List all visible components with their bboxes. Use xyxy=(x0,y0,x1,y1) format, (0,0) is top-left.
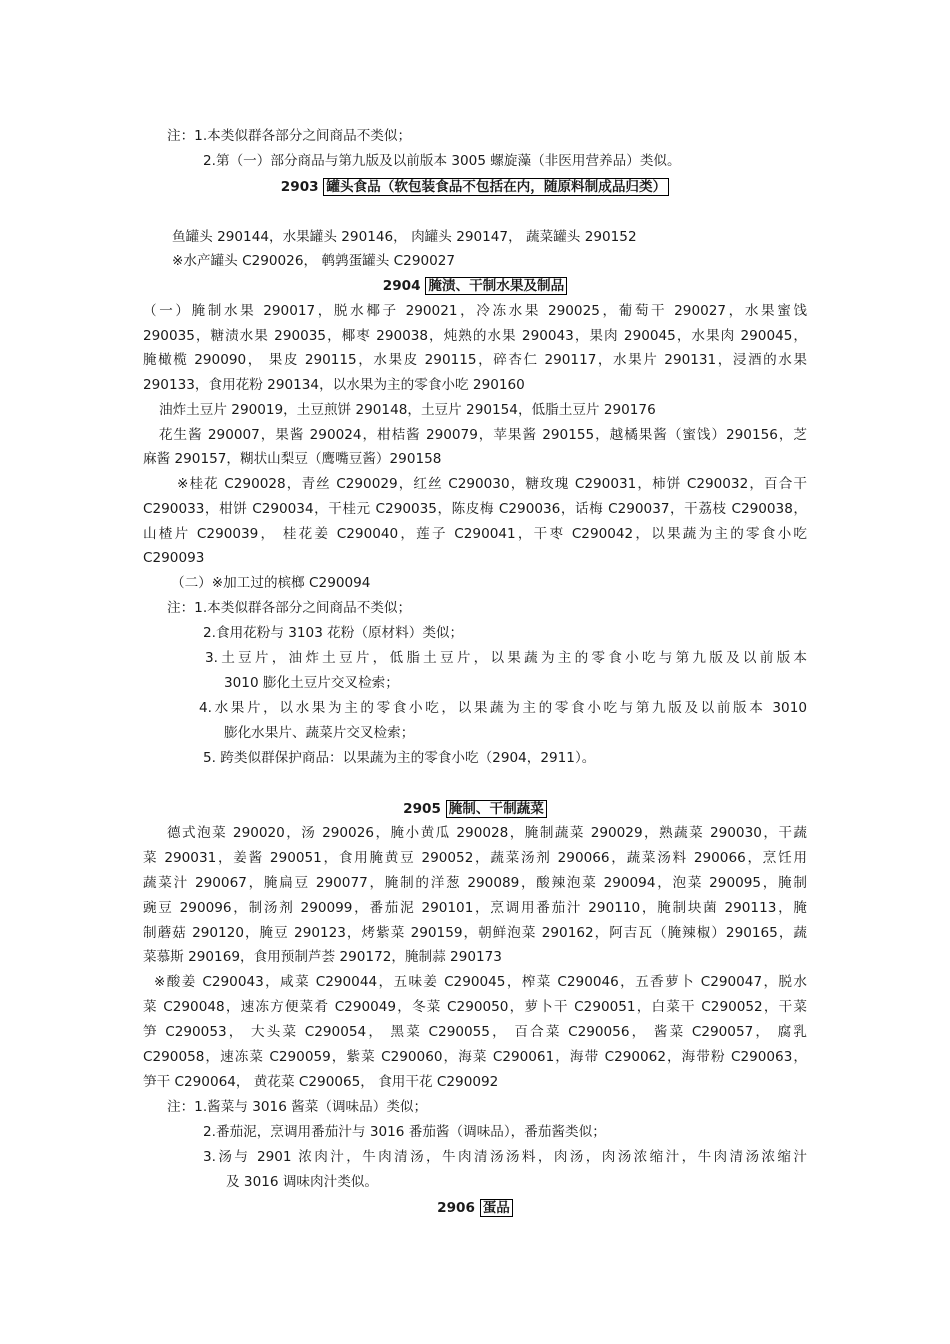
goods-line: 笋 C290053， 大头菜 C290054， 黑菜 C290055， 百合菜 C290056， 酱菜 C290057， 腐乳 xyxy=(143,1024,807,1040)
note-line: 及 3016 调味肉汁类似。 xyxy=(226,1174,378,1190)
goods-line: 麻酱 290157，糊状山梨豆（鹰嘴豆酱）290158 xyxy=(143,451,442,467)
goods-line: C290093 xyxy=(143,550,205,566)
goods-line: 制蘑菇 290120，腌豆 290123，烤紫菜 290159，朝鲜泡菜 290162，阿吉瓦（腌辣椒）290165，蔬 xyxy=(143,925,807,941)
class-code: 2904 xyxy=(382,278,421,294)
goods-line: ※水产罐头 C290026， 鹌鹑蛋罐头 C290027 xyxy=(172,253,456,269)
class-title: 蛋品 xyxy=(480,1199,513,1217)
note-line: 注：1.本类似群各部分之间商品不类似； xyxy=(167,128,412,144)
goods-line: C290058，速冻菜 C290059，紫菜 C290060，海菜 C290061，海带 C290062，海带粉 C290063， xyxy=(143,1049,807,1065)
note-line: 3.土豆片，油炸土豆片，低脂土豆片，以果蔬为主的零食小吃与第九版及以前版本 xyxy=(205,650,807,666)
goods-line: 花生酱 290007，果酱 290024，柑桔酱 290079，苹果酱 290155，越橘果酱（蜜饯）290156，芝 xyxy=(159,427,807,443)
goods-line: 德式泡菜 290020，汤 290026，腌小黄瓜 290028，腌制蔬菜 290029，熟蔬菜 290030，干蔬 xyxy=(167,825,807,841)
class-heading-2903 xyxy=(143,177,807,197)
class-heading-2905 xyxy=(143,799,807,819)
goods-line: 蔬菜汁 290067，腌扁豆 290077，腌制的洋葱 290089，酸辣泡菜 290094，泡菜 290095，腌制 xyxy=(143,875,807,891)
note-line: 4.水果片，以水果为主的零食小吃，以果蔬为主的零食小吃与第九版及以前版本 3010 xyxy=(199,700,807,716)
goods-line: （一）腌制水果 290017，脱水椰子 290021，冷冻水果 290025，葡萄干 290027，水果蜜饯 xyxy=(143,303,807,319)
note-line: 膨化水果片、蔬菜片交叉检索； xyxy=(224,725,415,741)
note-line: 注：1.本类似群各部分之间商品不类似； xyxy=(167,600,412,616)
note-line: 3010 膨化土豆片交叉检索； xyxy=(224,675,399,691)
goods-line: ※酸姜 C290043，咸菜 C290044，五味姜 C290045，榨菜 C290046，五香萝卜 C290047，脱水 xyxy=(154,974,807,990)
class-code: 2905 xyxy=(403,801,441,817)
goods-line: C290033，柑饼 C290034，干桂元 C290035，陈皮梅 C290036，话梅 C290037，干荔枝 C290038， xyxy=(143,501,807,517)
class-code: 2903 xyxy=(280,179,319,195)
class-heading-2904 xyxy=(143,276,807,296)
goods-line: 油炸土豆片 290019，土豆煎饼 290148，土豆片 290154，低脂土豆片 290176 xyxy=(159,402,656,418)
note-line: 2.番茄泥，烹调用番茄汁与 3016 番茄酱（调味品），番茄酱类似； xyxy=(203,1124,606,1140)
goods-line: 山楂片 C290039， 桂花姜 C290040，莲子 C290041，干枣 C290042，以果蔬为主的零食小吃 xyxy=(143,526,807,542)
class-title: 腌渍、干制水果及制品 xyxy=(425,277,567,295)
note-line: 3.汤与 2901 浓肉汁，牛肉清汤，牛肉清汤汤料，肉汤，肉汤浓缩汁，牛肉清汤浓缩汁 xyxy=(203,1149,807,1165)
goods-line: 290133，食用花粉 290134，以水果为主的零食小吃 290160 xyxy=(143,377,525,393)
note-line: 2.第（一）部分商品与第九版及以前版本 3005 螺旋藻（非医用营养品）类似。 xyxy=(203,153,681,169)
class-heading-2906 xyxy=(143,1198,807,1218)
goods-line: 菜 290031，姜酱 290051，食用腌黄豆 290052，蔬菜汤剂 290066，蔬菜汤料 290066，烹饪用 xyxy=(143,850,807,866)
class-code: 2906 xyxy=(437,1200,475,1216)
goods-line: 腌橄榄 290090， 果皮 290115，水果皮 290115，碎杏仁 290117，水果片 290131，浸酒的水果 xyxy=(143,352,807,368)
goods-line: 菜 C290048，速冻方便菜肴 C290049，冬菜 C290050，萝卜干 C290051，白菜干 C290052，干菜 xyxy=(143,999,807,1015)
note-line: 2.食用花粉与 3103 花粉（原材料）类似； xyxy=(203,625,464,641)
note-line: 5. 跨类似群保护商品：以果蔬为主的零食小吃（2904，2911）。 xyxy=(203,750,596,766)
goods-line: 笋干 C290064， 黄花菜 C290065， 食用干花 C290092 xyxy=(143,1074,499,1090)
class-title: 罐头食品（软包装食品不包括在内，随原料制成品归类） xyxy=(323,178,669,196)
goods-line: ※桂花 C290028，青丝 C290029，红丝 C290030，糖玫瑰 C290031，柿饼 C290032，百合干 xyxy=(177,476,807,492)
note-line: 注：1.酱菜与 3016 酱菜（调味品）类似； xyxy=(167,1099,428,1115)
goods-line: 菜慕斯 290169，食用预制芦荟 290172，腌制蒜 290173 xyxy=(143,949,502,965)
goods-line: 豌豆 290096，制汤剂 290099，番茄泥 290101，烹调用番茄汁 290110，腌制块菌 290113，腌 xyxy=(143,900,807,916)
goods-line: 290035，糖渍水果 290035，椰枣 290038，炖熟的水果 290043，果肉 290045，水果肉 290045， xyxy=(143,328,807,344)
goods-line: （二）※加工过的槟榔 C290094 xyxy=(171,575,371,591)
goods-line: 鱼罐头 290144，水果罐头 290146， 肉罐头 290147， 蔬菜罐头 290152 xyxy=(172,229,637,245)
class-title: 腌制、干制蔬菜 xyxy=(446,800,547,818)
